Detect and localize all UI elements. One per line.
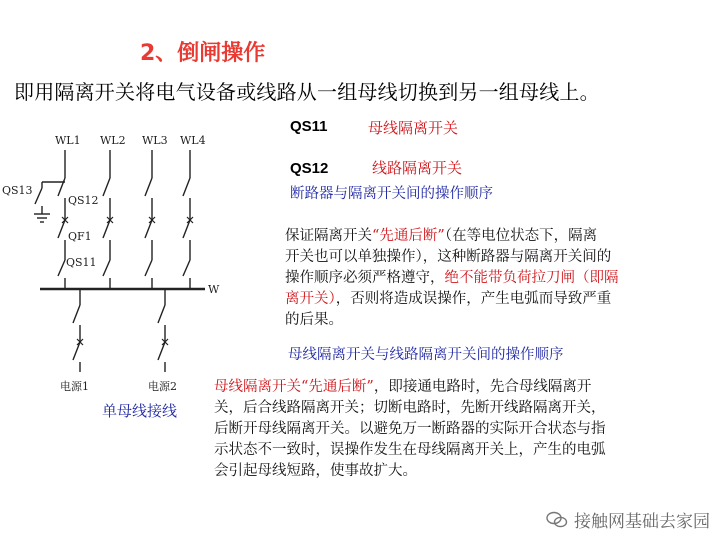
qf1-label: QF1 [68, 230, 92, 243]
s1-line3-pre: 操作顺序必须严格遵守， [285, 270, 445, 286]
s2-line5: 会引起母线短路，使事故扩大。 [214, 463, 417, 479]
s2-line1-red: 母线隔离开关“先通后断” [214, 379, 374, 395]
diagram-caption: 单母线接线 [102, 402, 178, 420]
section2-heading: 母线隔离开关与线路隔离开关间的操作顺序 [288, 347, 564, 363]
section1-heading: 断路器与隔离开关间的操作顺序 [290, 186, 493, 202]
s2-line2: 关，后合线路隔离开关；切断电路时，先断开线路隔离开关， [214, 400, 606, 416]
feeder-label-wl4: WL4 [180, 134, 206, 147]
s1-line4-red: 离开关） [285, 291, 336, 307]
qs12-label: QS12 [68, 194, 99, 207]
s1-line2: 开关也可以单独操作），这种断路器与隔离开关间的 [285, 249, 612, 265]
qs11-code: QS11 [290, 118, 328, 135]
watermark-text: 接触网基础去家园 [574, 512, 710, 532]
s1-line5: 的后果。 [285, 312, 343, 328]
qs12-desc: 线路隔离开关 [372, 159, 463, 177]
qs11-label: QS11 [66, 256, 97, 269]
s1-line1-pre: 保证隔离开关 [285, 228, 372, 244]
feeder-label-wl1: WL1 [55, 134, 81, 147]
s1-line3-red: 绝不能带负荷拉刀闸（即隔 [444, 270, 619, 286]
qs11-desc: 母线隔离开关 [368, 119, 459, 137]
s2-line4: 示状态不一致时，误操作发生在母线隔离开关上，产生的电弧 [214, 442, 606, 458]
watermark [546, 507, 710, 532]
s1-line1-quote: “先通后断” [372, 228, 445, 244]
s2-line3: 后断开母线隔离开关。以避免万一断路器的实际开合状态与指 [214, 421, 606, 437]
s1-line1-post: （在等电位状态下，隔离 [444, 228, 598, 244]
source2-label: 电源2 [148, 380, 177, 393]
source1-label: 电源1 [60, 380, 89, 393]
section1-paragraph [285, 226, 715, 331]
s2-line1-post: ，即接通电路时，先合母线隔离开 [373, 379, 592, 395]
feeder-label-wl3: WL3 [142, 134, 168, 147]
slide-title: 2、倒闸操作 [140, 41, 266, 66]
slide-subtitle: 即用隔离开关将电气设备或线路从一组母线切换到另一组母线上。 [14, 80, 600, 104]
section2-paragraph [214, 377, 714, 482]
single-busbar-diagram [0, 120, 280, 420]
wechat-icon [546, 511, 568, 529]
qs13-label: QS13 [2, 184, 33, 197]
bus-label: W [208, 283, 220, 296]
qs12-code: QS12 [290, 160, 329, 177]
s1-line4-post: ，否则将造成误操作，产生电弧而导致严重 [335, 291, 612, 307]
feeder-label-wl2: WL2 [100, 134, 126, 147]
